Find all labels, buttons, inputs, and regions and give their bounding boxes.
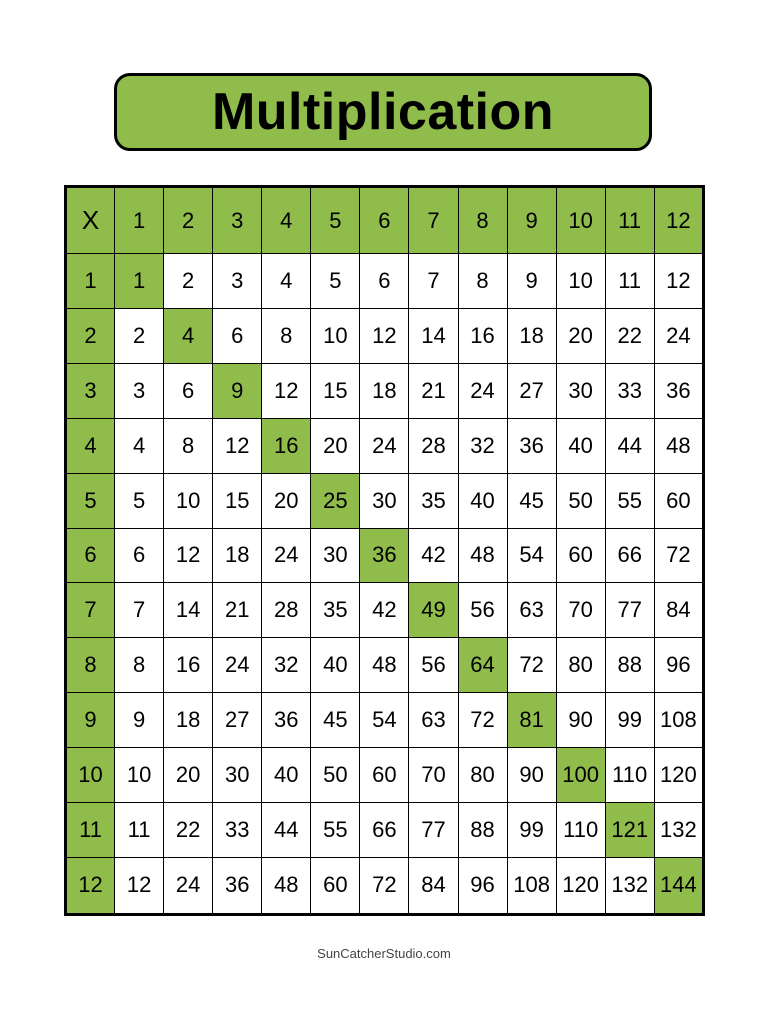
- column-header: 9: [507, 187, 556, 254]
- table-row: [66, 254, 704, 309]
- product-cell: 12: [654, 254, 703, 309]
- product-cell: 10: [115, 748, 164, 803]
- square-cell: 36: [360, 528, 409, 583]
- product-cell: 70: [409, 748, 458, 803]
- product-cell: 132: [654, 803, 703, 858]
- product-cell: 4: [115, 418, 164, 473]
- product-cell: 15: [311, 363, 360, 418]
- product-cell: 56: [458, 583, 507, 638]
- product-cell: 21: [213, 583, 262, 638]
- product-cell: 50: [311, 748, 360, 803]
- product-cell: 12: [213, 418, 262, 473]
- table-row: [66, 638, 704, 693]
- product-cell: 24: [213, 638, 262, 693]
- product-cell: 66: [360, 803, 409, 858]
- product-cell: 90: [507, 748, 556, 803]
- product-cell: 3: [213, 254, 262, 309]
- product-cell: 66: [605, 528, 654, 583]
- product-cell: 11: [115, 803, 164, 858]
- row-header: 4: [66, 418, 115, 473]
- row-header: 1: [66, 254, 115, 309]
- product-cell: 12: [262, 363, 311, 418]
- product-cell: 55: [311, 803, 360, 858]
- product-cell: 56: [409, 638, 458, 693]
- table-row: [66, 528, 704, 583]
- product-cell: 108: [507, 857, 556, 914]
- product-cell: 40: [311, 638, 360, 693]
- product-cell: 15: [213, 473, 262, 528]
- column-header: 2: [164, 187, 213, 254]
- product-cell: 120: [556, 857, 605, 914]
- product-cell: 48: [458, 528, 507, 583]
- product-cell: 54: [360, 693, 409, 748]
- product-cell: 16: [164, 638, 213, 693]
- table-row: [66, 418, 704, 473]
- square-cell: 121: [605, 803, 654, 858]
- product-cell: 24: [164, 857, 213, 914]
- product-cell: 36: [213, 857, 262, 914]
- product-cell: 72: [458, 693, 507, 748]
- product-cell: 60: [360, 748, 409, 803]
- footer-credit: SunCatcherStudio.com: [317, 946, 451, 961]
- column-header: 8: [458, 187, 507, 254]
- product-cell: 108: [654, 693, 703, 748]
- row-header: 5: [66, 473, 115, 528]
- table-row: [66, 803, 704, 858]
- product-cell: 72: [654, 528, 703, 583]
- page-title: Multiplication: [211, 83, 555, 141]
- row-header: 2: [66, 308, 115, 363]
- product-cell: 20: [262, 473, 311, 528]
- product-cell: 60: [654, 473, 703, 528]
- row-header: 6: [66, 528, 115, 583]
- table-row: [66, 583, 704, 638]
- product-cell: 90: [556, 693, 605, 748]
- product-cell: 28: [262, 583, 311, 638]
- product-cell: 2: [115, 308, 164, 363]
- product-cell: 7: [115, 583, 164, 638]
- product-cell: 42: [360, 583, 409, 638]
- product-cell: 12: [164, 528, 213, 583]
- product-cell: 6: [115, 528, 164, 583]
- square-cell: 9: [213, 363, 262, 418]
- title-banner: [114, 73, 652, 151]
- product-cell: 30: [213, 748, 262, 803]
- product-cell: 96: [654, 638, 703, 693]
- product-cell: 6: [164, 363, 213, 418]
- product-cell: 55: [605, 473, 654, 528]
- product-cell: 110: [556, 803, 605, 858]
- product-cell: 77: [605, 583, 654, 638]
- square-cell: 25: [311, 473, 360, 528]
- product-cell: 84: [654, 583, 703, 638]
- product-cell: 27: [507, 363, 556, 418]
- product-cell: 9: [507, 254, 556, 309]
- product-cell: 60: [311, 857, 360, 914]
- product-cell: 10: [164, 473, 213, 528]
- column-header: 3: [213, 187, 262, 254]
- product-cell: 36: [262, 693, 311, 748]
- table-row: [66, 363, 704, 418]
- square-cell: 144: [654, 857, 703, 914]
- product-cell: 24: [360, 418, 409, 473]
- product-cell: 60: [556, 528, 605, 583]
- table-row: [66, 693, 704, 748]
- product-cell: 120: [654, 748, 703, 803]
- square-cell: 49: [409, 583, 458, 638]
- product-cell: 42: [409, 528, 458, 583]
- product-cell: 6: [360, 254, 409, 309]
- product-cell: 40: [262, 748, 311, 803]
- product-cell: 22: [164, 803, 213, 858]
- table-row: [66, 473, 704, 528]
- product-cell: 20: [556, 308, 605, 363]
- product-cell: 8: [262, 308, 311, 363]
- product-cell: 96: [458, 857, 507, 914]
- column-header: 5: [311, 187, 360, 254]
- product-cell: 18: [164, 693, 213, 748]
- product-cell: 24: [458, 363, 507, 418]
- column-header: 1: [115, 187, 164, 254]
- product-cell: 54: [507, 528, 556, 583]
- square-cell: 64: [458, 638, 507, 693]
- product-cell: 5: [311, 254, 360, 309]
- product-cell: 18: [507, 308, 556, 363]
- product-cell: 24: [262, 528, 311, 583]
- product-cell: 14: [164, 583, 213, 638]
- product-cell: 32: [262, 638, 311, 693]
- row-header: 8: [66, 638, 115, 693]
- product-cell: 20: [311, 418, 360, 473]
- product-cell: 30: [556, 363, 605, 418]
- table-row: [66, 748, 704, 803]
- square-cell: 4: [164, 308, 213, 363]
- product-cell: 44: [605, 418, 654, 473]
- product-cell: 24: [654, 308, 703, 363]
- product-cell: 48: [262, 857, 311, 914]
- product-cell: 10: [311, 308, 360, 363]
- product-cell: 45: [311, 693, 360, 748]
- table-row: [66, 857, 704, 914]
- row-header: 10: [66, 748, 115, 803]
- product-cell: 8: [115, 638, 164, 693]
- multiplication-table: [64, 185, 705, 916]
- square-cell: 100: [556, 748, 605, 803]
- product-cell: 77: [409, 803, 458, 858]
- square-cell: 1: [115, 254, 164, 309]
- product-cell: 80: [556, 638, 605, 693]
- product-cell: 88: [458, 803, 507, 858]
- product-cell: 30: [360, 473, 409, 528]
- product-cell: 44: [262, 803, 311, 858]
- product-cell: 36: [507, 418, 556, 473]
- product-cell: 3: [115, 363, 164, 418]
- column-header: 7: [409, 187, 458, 254]
- table-row: [66, 308, 704, 363]
- column-header: 11: [605, 187, 654, 254]
- square-cell: 16: [262, 418, 311, 473]
- product-cell: 35: [311, 583, 360, 638]
- header-row: [66, 187, 704, 254]
- product-cell: 18: [360, 363, 409, 418]
- product-cell: 50: [556, 473, 605, 528]
- product-cell: 4: [262, 254, 311, 309]
- column-header: 12: [654, 187, 703, 254]
- product-cell: 33: [213, 803, 262, 858]
- product-cell: 9: [115, 693, 164, 748]
- product-cell: 70: [556, 583, 605, 638]
- product-cell: 110: [605, 748, 654, 803]
- product-cell: 11: [605, 254, 654, 309]
- row-header: 12: [66, 857, 115, 914]
- column-header: 4: [262, 187, 311, 254]
- product-cell: 5: [115, 473, 164, 528]
- product-cell: 63: [409, 693, 458, 748]
- product-cell: 33: [605, 363, 654, 418]
- product-cell: 30: [311, 528, 360, 583]
- product-cell: 63: [507, 583, 556, 638]
- square-cell: 81: [507, 693, 556, 748]
- product-cell: 18: [213, 528, 262, 583]
- product-cell: 32: [458, 418, 507, 473]
- product-cell: 14: [409, 308, 458, 363]
- row-header: 3: [66, 363, 115, 418]
- product-cell: 20: [164, 748, 213, 803]
- row-header: 11: [66, 803, 115, 858]
- product-cell: 2: [164, 254, 213, 309]
- corner-cell: X: [66, 187, 115, 254]
- product-cell: 21: [409, 363, 458, 418]
- product-cell: 35: [409, 473, 458, 528]
- product-cell: 16: [458, 308, 507, 363]
- product-cell: 12: [360, 308, 409, 363]
- product-cell: 45: [507, 473, 556, 528]
- product-cell: 80: [458, 748, 507, 803]
- product-cell: 7: [409, 254, 458, 309]
- product-cell: 48: [360, 638, 409, 693]
- product-cell: 8: [164, 418, 213, 473]
- product-cell: 6: [213, 308, 262, 363]
- product-cell: 28: [409, 418, 458, 473]
- product-cell: 72: [507, 638, 556, 693]
- column-header: 6: [360, 187, 409, 254]
- product-cell: 84: [409, 857, 458, 914]
- row-header: 9: [66, 693, 115, 748]
- product-cell: 40: [458, 473, 507, 528]
- row-header: 7: [66, 583, 115, 638]
- product-cell: 48: [654, 418, 703, 473]
- product-cell: 22: [605, 308, 654, 363]
- product-cell: 132: [605, 857, 654, 914]
- column-header: 10: [556, 187, 605, 254]
- product-cell: 88: [605, 638, 654, 693]
- product-cell: 27: [213, 693, 262, 748]
- product-cell: 10: [556, 254, 605, 309]
- product-cell: 99: [605, 693, 654, 748]
- product-cell: 36: [654, 363, 703, 418]
- product-cell: 8: [458, 254, 507, 309]
- product-cell: 72: [360, 857, 409, 914]
- product-cell: 40: [556, 418, 605, 473]
- product-cell: 99: [507, 803, 556, 858]
- product-cell: 12: [115, 857, 164, 914]
